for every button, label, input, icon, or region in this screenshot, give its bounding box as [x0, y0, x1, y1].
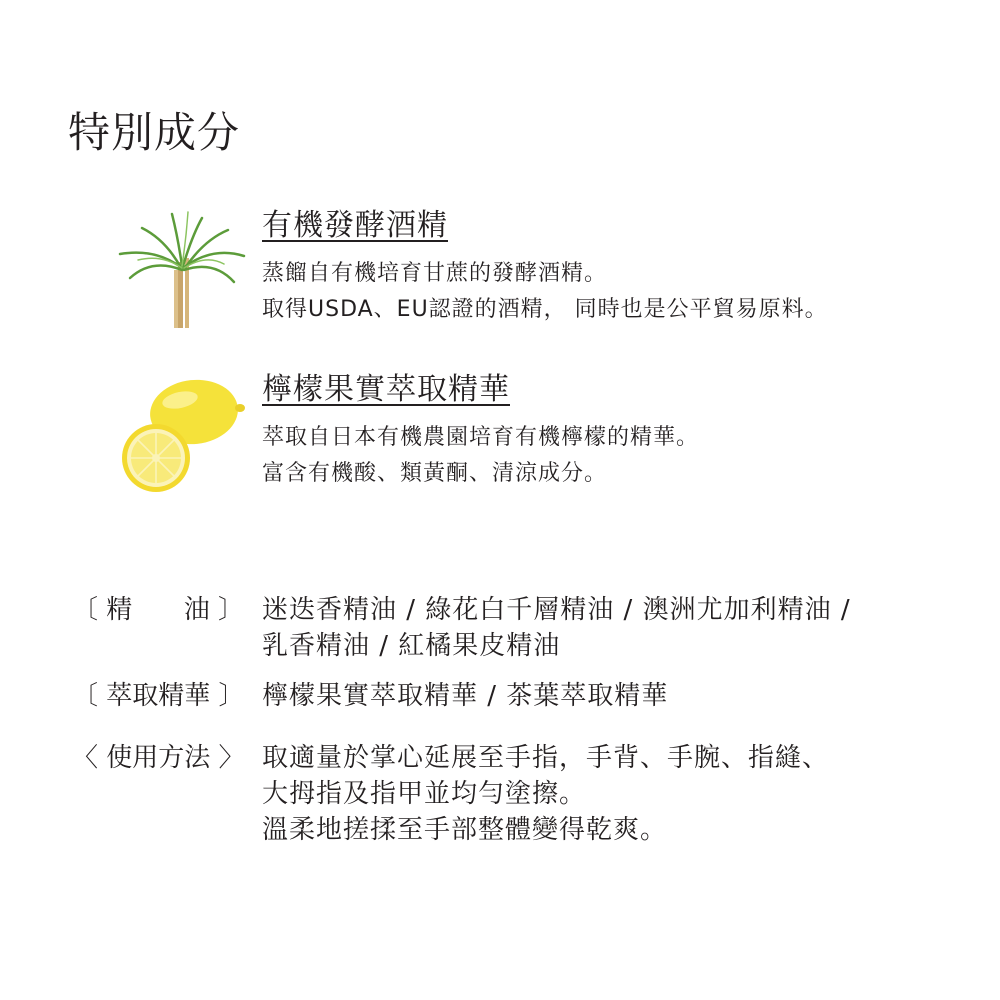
essential-oils-list: 迷迭香精油 / 綠花白千層精油 / 澳洲尤加利精油 / 乳香精油 / 紅橘果皮精油	[262, 595, 851, 661]
extracts-label: 〔 萃取精華 〕	[72, 681, 245, 711]
essential-oils-label: 〔 精 油 〕	[72, 595, 244, 625]
usage-label: 〈 使用方法 〉	[72, 743, 245, 773]
ingredient-name: 有機發酵酒精	[262, 208, 448, 243]
extracts-list: 檸檬果實萃取精華 / 茶葉萃取精華	[262, 681, 669, 711]
ingredient-description: 蒸餾自有機培育甘蔗的發酵酒精。 取得USDA、EU認證的酒精， 同時也是公平貿易原料。	[262, 261, 828, 322]
page-title: 特別成分	[68, 108, 241, 157]
ingredient-description: 萃取自日本有機農園培育有機檸檬的精華。 富含有機酸、類黃酮、清涼成分。	[262, 425, 700, 486]
usage-instructions: 取適量於掌心延展至手指，手背、手腕、指縫、 大拇指及指甲並均勻塗擦。 溫柔地搓揉至手部整體變得乾爽。	[262, 743, 830, 845]
ingredient-name: 檸檬果實萃取精華	[262, 372, 510, 407]
lemon-icon	[120, 374, 248, 496]
sugarcane-icon	[112, 210, 248, 328]
